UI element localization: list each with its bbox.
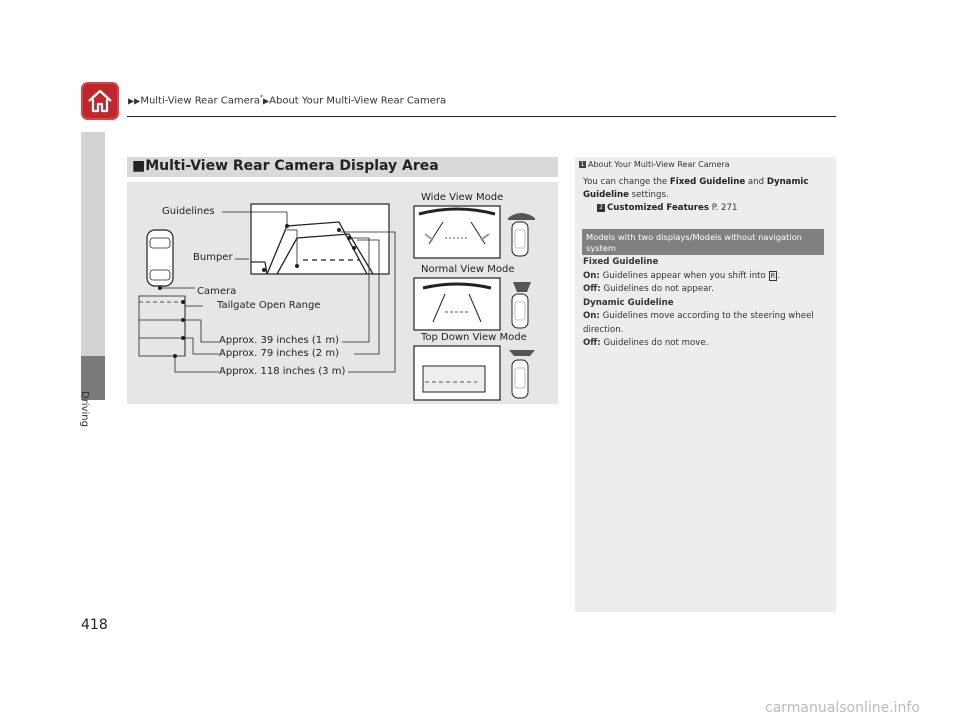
section-title: ■Multi-View Rear Camera Display Area xyxy=(132,158,439,174)
breadcrumb-item-about[interactable]: About Your Multi-View Rear Camera xyxy=(269,95,447,107)
label-normal-view: Normal View Mode xyxy=(421,264,515,275)
label-top-down-view: Top Down View Mode xyxy=(421,332,527,343)
label-tailgate: Tailgate Open Range xyxy=(217,300,321,311)
section-header xyxy=(127,157,558,177)
distance-grid xyxy=(139,296,185,356)
home-button[interactable] xyxy=(81,82,119,120)
label-guidelines: Guidelines xyxy=(162,206,215,217)
watermark: carmanualsonline.info xyxy=(765,700,920,716)
label-approx-3m: Approx. 118 inches (3 m) xyxy=(219,366,346,377)
sidebar-notes xyxy=(575,157,836,612)
side-tab-background xyxy=(81,132,105,356)
side-tab-label: Driving xyxy=(79,391,90,427)
wide-view-screen xyxy=(414,206,500,258)
label-camera: Camera xyxy=(197,286,237,297)
label-approx-1m: Approx. 39 inches (1 m) xyxy=(219,335,339,346)
label-wide-view: Wide View Mode xyxy=(421,192,504,203)
breadcrumb-arrow-icon: ▶ xyxy=(263,96,270,106)
sidebar-heading: 1 About Your Multi-View Rear Camera xyxy=(580,160,730,169)
label-bumper: Bumper xyxy=(193,252,233,263)
gear-r-icon: R xyxy=(770,271,776,280)
reference-icon: 1 xyxy=(580,161,585,168)
camera-display-figure xyxy=(127,182,558,404)
cross-reference-icon: 2 xyxy=(597,204,605,212)
label-approx-2m: Approx. 79 inches (2 m) xyxy=(219,348,339,359)
xref-link[interactable]: Customized Features xyxy=(607,203,709,213)
sidebar-guideline-settings: Fixed Guideline On: Guidelines appear when you shift into R . Off: Guidelines do not appear. Dynamic Guideline On: Guidelines move according to the steering wheel direction. Off: Guidelines do not move. xyxy=(583,257,814,348)
breadcrumb-arrow-icon: ▶▶ xyxy=(128,96,141,106)
breadcrumb xyxy=(128,94,446,106)
breadcrumb-item-camera[interactable]: Multi-View Rear Camera xyxy=(140,95,260,107)
asterisk: * xyxy=(260,94,263,101)
model-note: Models with two displays/Models without navigation system xyxy=(582,229,824,255)
header-rule xyxy=(127,116,836,117)
sidebar-intro: You can change the Fixed Guideline and Dynamic Guideline settings. 2 Customized Features P. 271 xyxy=(583,177,809,213)
home-icon xyxy=(86,87,114,115)
page-number: 418 xyxy=(81,617,108,633)
